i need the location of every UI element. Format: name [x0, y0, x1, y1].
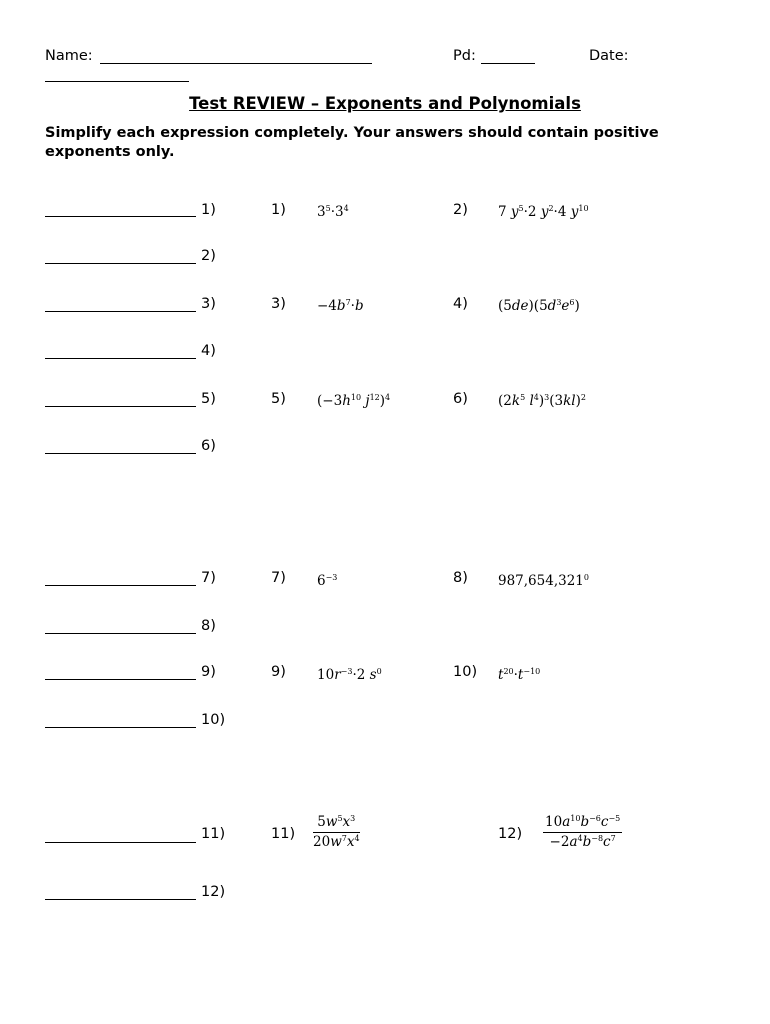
expression-4: $(5de)(5d^3e^6)$ — [498, 298, 580, 314]
expression-8: 987,654,321$^0$ — [498, 573, 589, 589]
problem-number-6: 6) — [453, 391, 468, 407]
problem-number-5: 5) — [271, 391, 286, 407]
answer-blank-12[interactable] — [45, 899, 196, 900]
expression-7: $6^{-3}$ — [317, 573, 338, 589]
pd-field[interactable] — [481, 63, 535, 64]
expression-9: $10r^{-3}\cdot 2$ $s^0$ — [317, 667, 382, 683]
problem-number-1: 1) — [271, 202, 286, 218]
problem-number-8: 8) — [453, 570, 468, 586]
answer-blank-11[interactable] — [45, 842, 196, 843]
answer-blank-8[interactable] — [45, 633, 196, 634]
problem-number-7: 7) — [271, 570, 286, 586]
problem-number-9: 9) — [271, 664, 286, 680]
expression-12-denominator: $-2a^4b^{-8}c^7$ — [549, 834, 616, 850]
answer-blank-7[interactable] — [45, 585, 196, 586]
expression-6: ($2k^5$ $l^4)^3(3kl)^2$ — [498, 393, 586, 409]
answer-label-10: 10) — [201, 712, 226, 728]
answer-label-11: 11) — [201, 826, 226, 842]
answer-label-1: 1) — [201, 202, 216, 218]
expression-2: 7 $y^5\cdot 2$ $y^2\cdot 4$ $y^{10}$ — [498, 204, 589, 220]
answer-label-3: 3) — [201, 296, 216, 312]
answer-blank-1[interactable] — [45, 216, 196, 217]
answer-label-2: 2) — [201, 248, 216, 264]
answer-label-9: 9) — [201, 664, 216, 680]
answer-blank-3[interactable] — [45, 311, 196, 312]
answer-blank-2[interactable] — [45, 263, 196, 264]
expression-12 — [543, 815, 622, 850]
expression-3: $-4b^7\cdot b$ — [317, 298, 364, 314]
answer-label-4: 4) — [201, 343, 216, 359]
problem-number-11: 11) — [271, 826, 296, 842]
pd-label: Pd: — [453, 48, 476, 64]
answer-label-8: 8) — [201, 618, 216, 634]
problem-number-2: 2) — [453, 202, 468, 218]
answer-label-7: 7) — [201, 570, 216, 586]
answer-blank-5[interactable] — [45, 406, 196, 407]
expression-12-numerator: $10a^{10}b^{-6}c^{-5}$ — [543, 815, 622, 833]
answer-blank-6[interactable] — [45, 453, 196, 454]
problem-number-12: 12) — [498, 826, 523, 842]
answer-blank-10[interactable] — [45, 727, 196, 728]
answer-blank-4[interactable] — [45, 358, 196, 359]
instructions: Simplify each expression completely. Your answers should contain positive exponents only. — [45, 125, 659, 160]
expression-11-denominator: $20w^7x^4$ — [313, 834, 360, 850]
name-field[interactable] — [100, 63, 372, 64]
answer-label-5: 5) — [201, 391, 216, 407]
problem-number-3: 3) — [271, 296, 286, 312]
expression-1: $3^5\cdot 3^4$ — [317, 204, 349, 220]
answer-label-6: 6) — [201, 438, 216, 454]
expression-11 — [313, 815, 360, 850]
page-title: Test REVIEW – Exponents and Polynomials — [189, 94, 581, 113]
name-label: Name: — [45, 48, 93, 64]
date-field[interactable] — [45, 81, 189, 82]
answer-label-12: 12) — [201, 884, 226, 900]
expression-5: ($-3h^{10}$ $j^{12})^4$ — [317, 393, 391, 409]
problem-number-4: 4) — [453, 296, 468, 312]
problem-number-10: 10) — [453, 664, 478, 680]
expression-10: $t^{20}\cdot t^{-10}$ — [498, 667, 541, 683]
answer-blank-9[interactable] — [45, 679, 196, 680]
date-label: Date: — [589, 48, 629, 64]
expression-11-numerator: $5w^5x^3$ — [313, 815, 360, 833]
